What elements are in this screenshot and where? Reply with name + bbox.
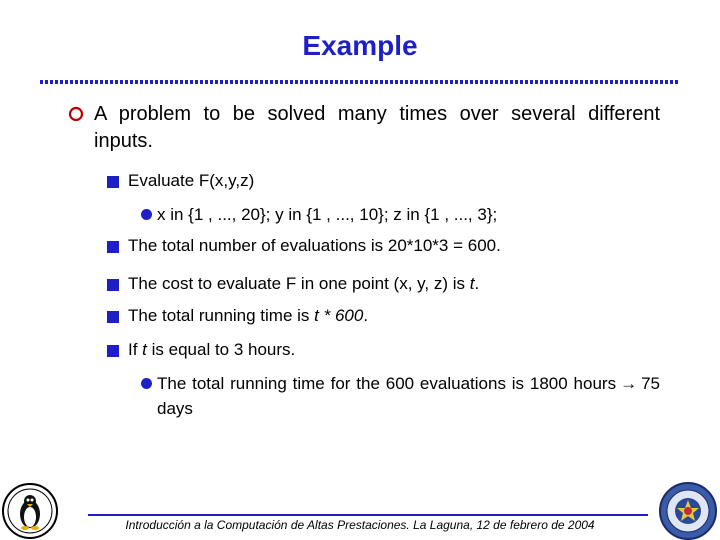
title-divider: [40, 80, 678, 84]
dot-bullet-icon: [141, 378, 152, 389]
domain-y: y in {1 , ..., 10};: [275, 205, 394, 224]
bullet-result: [157, 371, 660, 421]
main-point-text: A problem to be solved many times over several different inputs.: [94, 103, 660, 152]
domain-x: x in {1 , ..., 20};: [157, 205, 276, 224]
bullet-domains: [157, 202, 660, 227]
bullet-total-time: [128, 305, 368, 327]
slide-title: Example: [302, 30, 418, 61]
if-suffix: is equal to 3 hours.: [146, 340, 296, 359]
footer-divider: [88, 514, 648, 516]
bullet-total-evaluations: The total number of evaluations is 20*10*3 = 600.: [128, 236, 501, 255]
bullet-if-t: [128, 339, 295, 361]
penguin-logo-icon: [0, 478, 60, 540]
cost-suffix: .: [474, 274, 480, 293]
if-variable: t: [142, 340, 147, 359]
result-suffix: 75 days: [157, 374, 660, 418]
square-bullet-icon: [107, 279, 119, 291]
university-seal-icon: [656, 478, 720, 540]
cost-prefix: The cost to evaluate F in one point (x, y, z) is: [128, 274, 470, 293]
if-prefix: If: [128, 340, 143, 359]
cost-variable: t: [469, 274, 475, 293]
time-expression: t * 600: [314, 306, 364, 325]
footer-text: Introducción a la Computación de Altas Prestaciones. La Laguna, 12 de febrero de 2004: [125, 518, 595, 532]
square-bullet-icon: [107, 345, 119, 357]
hollow-circle-bullet-icon: [68, 106, 84, 122]
bullet-evaluate: Evaluate F(x,y,z): [128, 171, 255, 190]
square-bullet-icon: [107, 241, 119, 253]
dot-bullet-icon: [141, 209, 152, 220]
result-prefix: The total running time for the 600 evaluations is 1800 hours: [157, 374, 617, 393]
time-suffix: .: [363, 306, 369, 325]
time-prefix: The total running time is: [128, 306, 315, 325]
domain-z: z in {1 , ..., 3};: [393, 205, 498, 224]
square-bullet-icon: [107, 176, 119, 188]
bullet-cost: [128, 273, 479, 295]
square-bullet-icon: [107, 311, 119, 323]
arrow-right-icon: →: [620, 374, 638, 393]
